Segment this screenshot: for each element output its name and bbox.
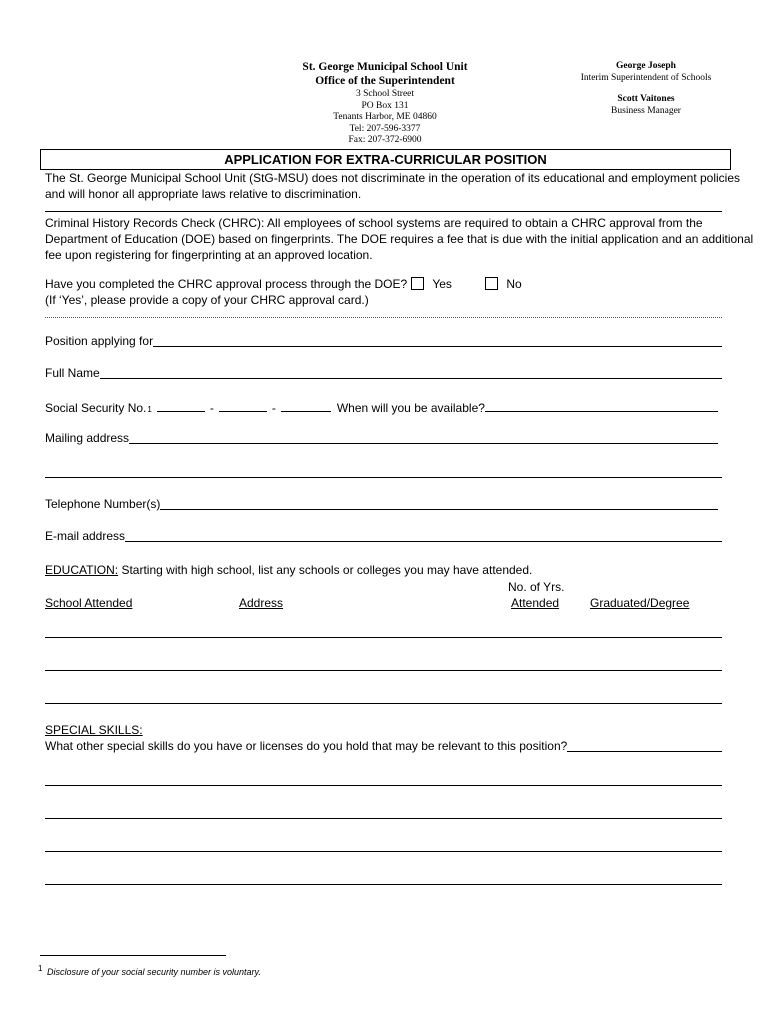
education-line-3[interactable] <box>45 703 722 704</box>
education-line-1[interactable] <box>45 637 722 638</box>
available-label: When will you be available? <box>336 401 485 415</box>
telephone-row <box>45 497 718 512</box>
skills-question: What other special skills do you have or licenses do you hold that may be relevant to this position? <box>45 739 568 753</box>
chrc-question: Have you completed the CHRC approval process through the DOE? <box>45 277 408 291</box>
skills-field[interactable] <box>567 739 722 752</box>
ssn-separator-1: - <box>209 401 214 415</box>
manager-title: Business Manager <box>611 106 681 116</box>
ssn-separator-2: - <box>271 401 276 415</box>
ssn-field-1[interactable] <box>157 399 205 412</box>
yes-label: Yes <box>432 277 452 291</box>
ssn-row <box>45 399 718 417</box>
col-years-top: No. of Yrs. <box>508 580 565 594</box>
available-field[interactable] <box>485 399 718 412</box>
email-row <box>45 529 722 544</box>
office-name: Office of the Superintendent <box>315 75 455 87</box>
education-intro <box>45 563 532 578</box>
nondiscrimination-line-2: and will honor all appropriate laws relative to discrimination. <box>45 187 362 201</box>
full-name-label: Full Name <box>45 366 100 380</box>
full-name-field[interactable] <box>100 366 722 379</box>
ssn-field-2[interactable] <box>219 399 267 412</box>
mailing-field[interactable] <box>129 431 718 444</box>
chrc-no-option[interactable] <box>485 277 522 292</box>
footnote-rule <box>40 955 226 956</box>
footnote-text: Disclosure of your social security number is voluntary. <box>46 967 261 977</box>
superintendent-title: Interim Superintendent of Schools <box>580 73 712 83</box>
col-years-attended: Attended <box>511 596 560 610</box>
position-label: Position applying for <box>45 334 154 348</box>
ssn-footnote-ref: 1 <box>147 405 152 414</box>
telephone-number: Tel: 207-596-3377 <box>349 123 421 134</box>
mailing-field-line-2[interactable] <box>45 477 722 478</box>
full-name-row <box>45 366 722 381</box>
ssn-label: Social Security No. <box>45 401 147 415</box>
po-box: PO Box 131 <box>361 100 409 111</box>
footnote-number: 1 <box>38 964 43 973</box>
email-field[interactable] <box>125 529 722 542</box>
position-row <box>45 334 722 349</box>
yes-checkbox[interactable] <box>411 277 424 290</box>
mailing-row <box>45 431 718 446</box>
fax-number: Fax: 207-372-6900 <box>348 135 422 145</box>
col-school-attended: School Attended <box>45 596 133 610</box>
city-state-zip: Tenants Harbor, ME 04860 <box>333 112 437 122</box>
street-address: 3 School Street <box>355 89 415 99</box>
education-instructions: Starting with high school, list any schools or colleges you may have attended. <box>118 563 533 577</box>
form-title: APPLICATION FOR EXTRA-CURRICULAR POSITION <box>224 152 547 167</box>
chrc-note: (If ‘Yes’, please provide a copy of your CHRC approval card.) <box>45 293 369 307</box>
col-address: Address <box>239 596 284 610</box>
email-label: E-mail address <box>45 529 126 543</box>
footnote <box>38 964 261 977</box>
chrc-yes-option[interactable] <box>411 277 452 292</box>
education-line-2[interactable] <box>45 670 722 671</box>
manager-name: Scott Vaitones <box>617 94 675 104</box>
section-divider <box>45 211 722 212</box>
mailing-label: Mailing address <box>45 431 130 445</box>
staff-block <box>560 60 732 117</box>
dotted-divider <box>45 317 722 318</box>
nondiscrimination-line-1: The St. George Municipal School Unit (StG-MSU) does not discriminate in the operation of its educational and employment policies <box>45 171 741 185</box>
no-label: No <box>506 277 522 291</box>
education-heading: EDUCATION: <box>45 563 119 577</box>
skills-row <box>45 739 722 754</box>
chrc-line-2: Department of Education (DOE) based on fingerprints. The DOE requires a fee that is due with the initial application and an additional <box>45 232 754 246</box>
ssn-field-3[interactable] <box>281 399 331 412</box>
telephone-label: Telephone Number(s) <box>45 497 161 511</box>
skills-heading: SPECIAL SKILLS: <box>45 723 143 737</box>
col-graduated-degree: Graduated/Degree <box>590 596 690 610</box>
skills-line-1[interactable] <box>45 785 722 786</box>
skills-line-3[interactable] <box>45 851 722 852</box>
chrc-line-1: Criminal History Records Check (CHRC): All employees of school systems are required to obtain a CHRC approval from the <box>45 216 703 230</box>
position-field[interactable] <box>153 334 722 347</box>
form-title-box <box>40 149 731 170</box>
no-checkbox[interactable] <box>485 277 498 290</box>
telephone-field[interactable] <box>160 497 718 510</box>
skills-line-2[interactable] <box>45 818 722 819</box>
superintendent-name: George Joseph <box>616 61 676 71</box>
school-name: St. George Municipal School Unit <box>302 61 468 73</box>
chrc-line-3: fee upon registering for fingerprinting at an approved location. <box>45 248 373 262</box>
skills-line-4[interactable] <box>45 884 722 885</box>
